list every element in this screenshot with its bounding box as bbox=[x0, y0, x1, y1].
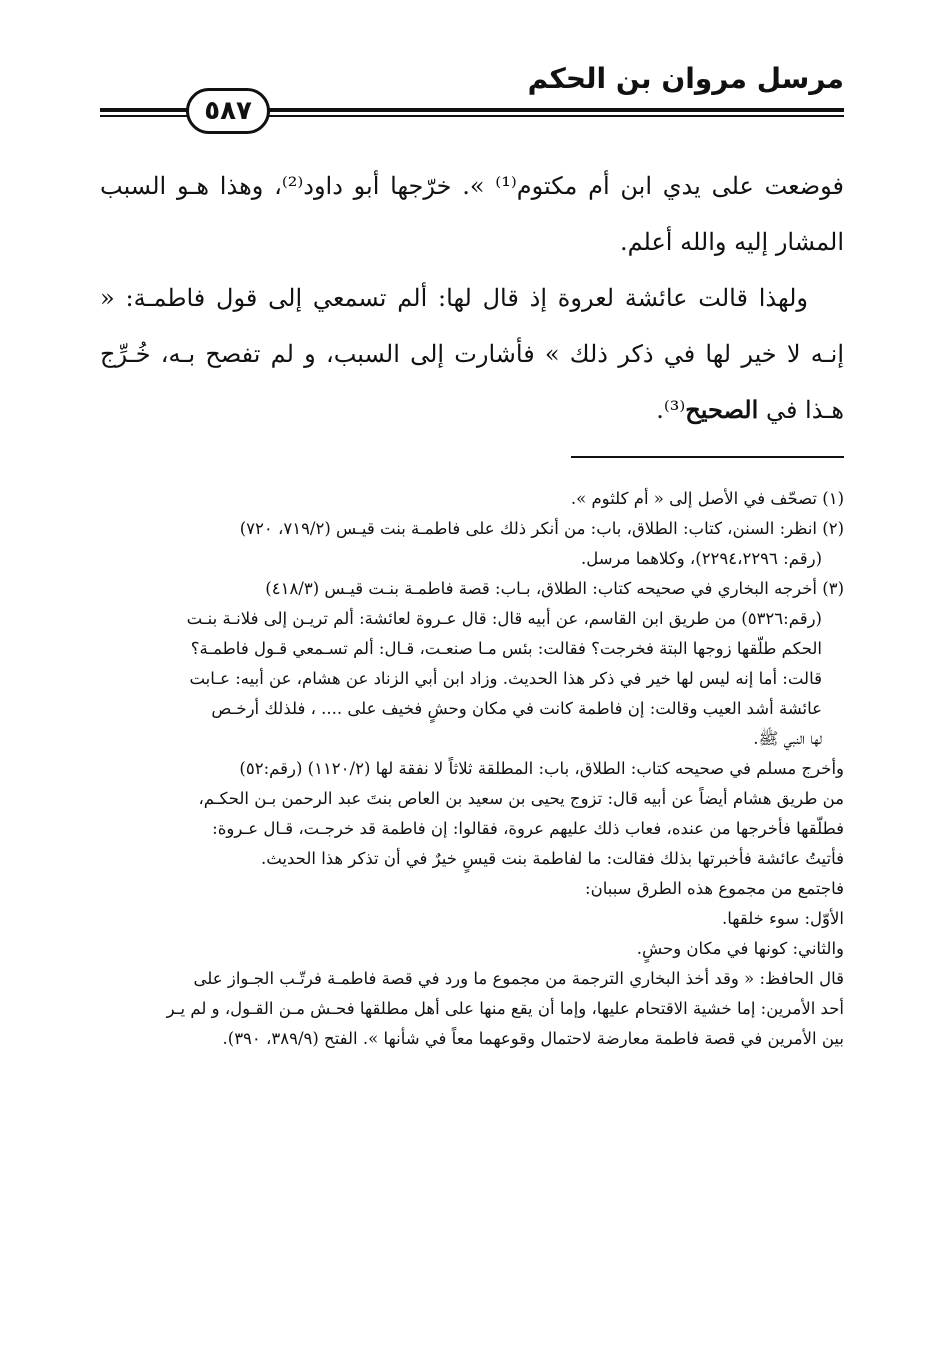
page-number: ٥٨٧ bbox=[186, 88, 270, 134]
footnote-line: (٣) أخرجه البخاري في صحيحه كتاب: الطلاق، بـاب: قصة فاطمـة بنـت قيـس (٤١٨/٣) bbox=[265, 579, 844, 598]
footnote-line: الأوّل: سوء خلقها. bbox=[722, 909, 844, 928]
footnote-line: أحد الأمرين: إما خشية الاقتحام عليها، وإما أن يقع منها على أهل مطلقها فحـش مـن القـول، و لم يـر bbox=[166, 999, 844, 1018]
footnote-line: (١) تصحّف في الأصل إلى « أم كلثوم ». bbox=[570, 489, 844, 508]
footnote-separator bbox=[571, 456, 844, 458]
paragraph-2 bbox=[100, 270, 844, 438]
footnote-line: فاجتمع من مجموع هذه الطرق سببان: bbox=[585, 879, 844, 898]
paragraph-2-bold-word: الصحيح bbox=[685, 395, 759, 424]
footnote-line: بين الأمرين في قصة فاطمة معارضة لاحتمال وقوعهما معاً في شأنها ». الفتح (٣٨٩/٩، ٣٩٠). bbox=[222, 1029, 844, 1048]
footnote-line: قالت: أما إنه ليس لها خير في ذكر هذا الحديث. وزاد ابن أبي الزناد عن هشام، عن أبيه: عـابت bbox=[189, 669, 822, 688]
footnote-line: والثاني: كونها في مكان وحشٍ. bbox=[636, 939, 844, 958]
paragraph-2-tail: ⁽³⁾. bbox=[656, 396, 686, 424]
footnote-line: لها النبي ﷺ. bbox=[753, 729, 822, 748]
footnote-line: فطلّقها فأخرجها من عنده، فعاب ذلك عليهم عروة، فقالوا: إن فاطمة قد خرجـت، قـال عـروة: bbox=[212, 819, 844, 838]
footnote-line: من طريق هشام أيضاً عن أبيه قال: تزوج يحيى بن سعيد بن العاص بنتَ عبد الرحمن بـن الحكـم، bbox=[198, 789, 844, 808]
paragraph-1: فوضعت على يدي ابن أم مكتوم⁽¹⁾ ». خرّجها أبو داود⁽²⁾، وهذا هـو السبب المشار إليه والله أعلم. bbox=[100, 172, 844, 256]
footnotes bbox=[100, 484, 844, 1054]
footnote-line: (رقم:٥٣٢٦) من طريق ابن القاسم، عن أبيه قال: قال عـروة لعائشة: ألم تريـن إلى فلانـة بنـت bbox=[186, 609, 822, 628]
footnote-line: قال الحافظ: « وقد أخذ البخاري الترجمة من مجموع ما ورد في قصة فاطمـة فرتّـب الجـواز على bbox=[193, 969, 844, 988]
footnote-line: الحكم طلّقها زوجها البتة فخرجت؟ فقالت: بئس مـا صنعـت، قـال: ألم تسـمعي قـول فاطمـة؟ bbox=[190, 639, 822, 658]
footnote-line: فأتيتُ عائشة فأخبرتها بذلك فقالت: ما لفاطمة بنت قيسٍ خيرٌ في أن تذكر هذا الحديث. bbox=[260, 849, 844, 868]
main-text bbox=[100, 158, 844, 438]
running-header-title: مرسل مروان بن الحكم bbox=[527, 62, 844, 95]
footnote-line: (٢) انظر: السنن، كتاب: الطلاق، باب: من أنكر ذلك على فاطمـة بنت قيـس (٧١٩/٢، ٧٢٠) bbox=[239, 519, 844, 538]
footnote-line: وأخرج مسلم في صحيحه كتاب: الطلاق، باب: المطلقة ثلاثاً لا نفقة لها (١١٢٠/٢) (رقم:٥٢) bbox=[239, 759, 844, 778]
footnote-line: عائشة أشد العيب وقالت: إن فاطمة كانت في مكان وحشٍ فخيف على .... ، فلذلك أرخـص bbox=[211, 699, 822, 718]
footnote-line: (رقم: ٢٢٩٤،٢٢٩٦)، وكلاهما مرسل. bbox=[580, 549, 822, 568]
paragraph-2-text: ولهذا قالت عائشة لعروة إذ قال لها: ألم تسمعي إلى قول فاطمـة: « إنـه لا خير لها في ذكر ذلك » فأشارت إلى السبب، و لم تفصح بـه، خُـرِّج هـذا في bbox=[100, 284, 844, 424]
